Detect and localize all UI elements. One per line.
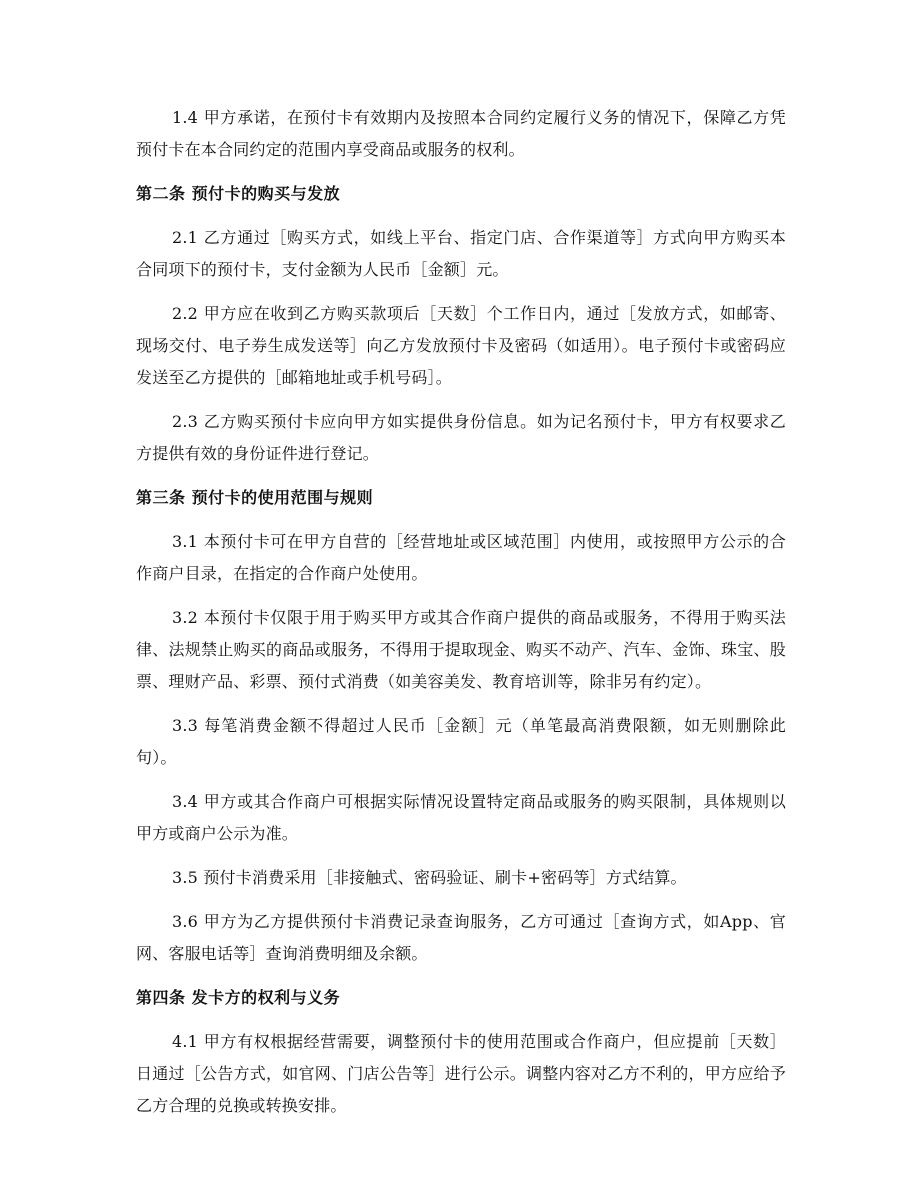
- clause-3-4: 3.4 甲方或其合作商户可根据实际情况设置特定商品或服务的购买限制，具体规则以甲方或商户公示为准。: [136, 792, 786, 843]
- clause-3-6: 3.6 甲方为乙方提供预付卡消费记录查询服务，乙方可通过［查询方式，如App、官网、客服电话等］查询消费明细及余额。: [136, 912, 786, 963]
- clause-3-1: 3.1 本预付卡可在甲方自营的［经营地址或区域范围］内使用，或按照甲方公示的合作商户目录，在指定的合作商户处使用。: [136, 532, 786, 583]
- clause-4-1: 4.1 甲方有权根据经营需要，调整预付卡的使用范围或合作商户，但应提前［天数］日通过［公告方式，如官网、门店公告等］进行公示。调整内容对乙方不利的，甲方应给予乙方合理的兑换或转换安排。: [136, 1032, 786, 1115]
- clause-2-2: 2.2 甲方应在收到乙方购买款项后［天数］个工作日内，通过［发放方式，如邮寄、现场交付、电子券生成发送等］向乙方发放预付卡及密码（如适用）。电子预付卡或密码应发送至乙方提供的［邮箱地址或手机号码］。: [136, 304, 786, 387]
- article-3-heading: 第三条 预付卡的使用范围与规则: [136, 488, 374, 507]
- document-body: [136, 102, 786, 1134]
- clause-2-3: 2.3 乙方购买预付卡应向甲方如实提供身份信息。如为记名预付卡，甲方有权要求乙方提供有效的身份证件进行登记。: [136, 412, 786, 463]
- article-4-heading: 第四条 发卡方的权利与义务: [136, 988, 341, 1007]
- clause-2-1: 2.1 乙方通过［购买方式，如线上平台、指定门店、合作渠道等］方式向甲方购买本合同项下的预付卡，支付金额为人民币［金额］元。: [136, 228, 786, 279]
- clause-3-3: 3.3 每笔消费金额不得超过人民币［金额］元（单笔最高消费限额，如无则删除此句）。: [136, 716, 786, 767]
- article-2-heading: 第二条 预付卡的购买与发放: [136, 184, 341, 203]
- clause-1-4: 1.4 甲方承诺，在预付卡有效期内及按照本合同约定履行义务的情况下，保障乙方凭预付卡在本合同约定的范围内享受商品或服务的权利。: [136, 108, 786, 159]
- clause-3-2: 3.2 本预付卡仅限于用于购买甲方或其合作商户提供的商品或服务，不得用于购买法律、法规禁止购买的商品或服务，不得用于提取现金、购买不动产、汽车、金饰、珠宝、股票、理财产品、彩票、预付式消费（如美容美发、教育培训等，除非另有约定）。: [136, 608, 786, 691]
- clause-3-5: 3.5 预付卡消费采用［非接触式、密码验证、刷卡+密码等］方式结算。: [172, 868, 687, 887]
